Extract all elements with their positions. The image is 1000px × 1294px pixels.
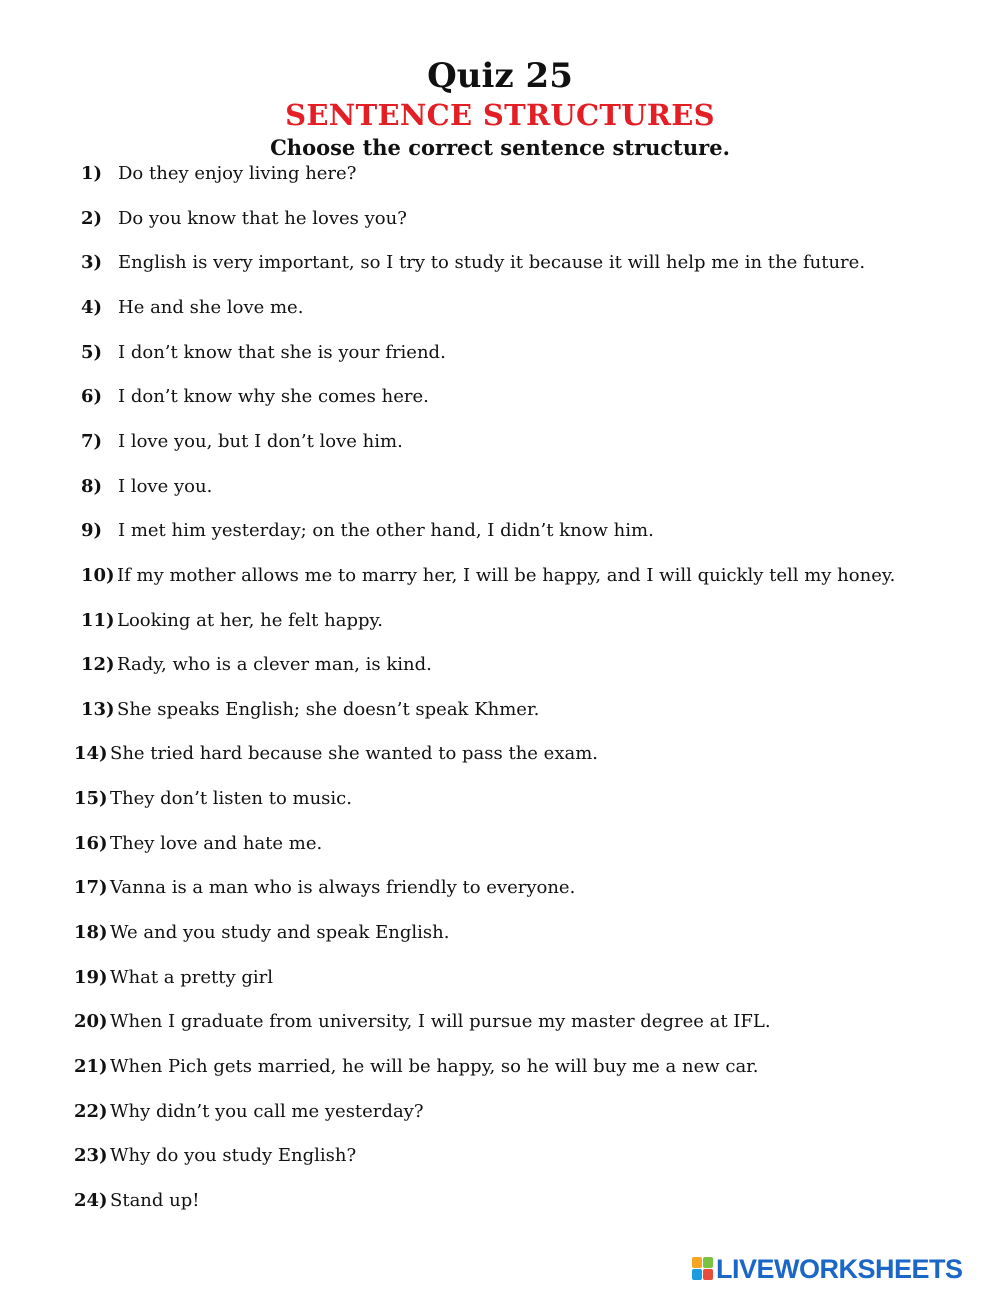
question-text: Rady, who is a clever man, is kind. [117,654,432,675]
question-text: What a pretty girl [110,967,274,988]
question-number: 21) [74,1056,108,1077]
question-number: 12) [81,654,115,675]
question-text: Why do you study English? [110,1145,357,1166]
question-number: 17) [74,877,108,898]
question-number: 20) [74,1011,108,1032]
question-number: 6) [81,386,103,407]
question-text: Do you know that he loves you? [118,208,407,229]
question-text: If my mother allows me to marry her, I will be happy, and I will quickly tell my honey. [117,565,896,586]
question-number: 10) [81,565,115,586]
question-number: 22) [74,1101,108,1122]
question-text: When I graduate from university, I will pursue my master degree at IFL. [110,1011,771,1032]
question-text: They love and hate me. [110,833,323,854]
quiz-title: Quiz 25 [427,56,573,96]
question-number: 5) [81,342,103,363]
question-text: I love you, but I don’t love him. [118,431,403,452]
question-number: 19) [74,967,108,988]
question-number: 3) [81,252,103,273]
question-number: 11) [81,610,115,631]
liveworksheets-logo-icon [692,1257,714,1281]
question-text: English is very important, so I try to study it because it will help me in the future. [118,252,866,273]
question-text: I don’t know why she comes here. [118,386,429,407]
question-text: He and she love me. [118,297,304,318]
question-text: She speaks English; she doesn’t speak Khmer. [117,699,540,720]
question-number: 7) [81,431,103,452]
question-text: Why didn’t you call me yesterday? [110,1101,424,1122]
question-text: Vanna is a man who is always friendly to everyone. [110,877,576,898]
question-number: 16) [74,833,108,854]
question-text: They don’t listen to music. [110,788,352,809]
logo-text: LIVEWORKSHEETS [716,1253,963,1284]
question-number: 9) [81,520,103,541]
question-text: When Pich gets married, he will be happy, so he will buy me a new car. [110,1056,759,1077]
question-number: 1) [81,163,103,184]
question-text: She tried hard because she wanted to pass the exam. [110,743,598,764]
question-number: 13) [81,699,115,720]
question-text: We and you study and speak English. [110,922,450,943]
liveworksheets-logo [692,1254,963,1284]
question-text: I met him yesterday; on the other hand, I didn’t know him. [118,520,654,541]
question-number: 24) [74,1190,108,1211]
question-number: 8) [81,476,103,497]
quiz-instruction: Choose the correct sentence structure. [270,135,730,160]
question-text: Looking at her, he felt happy. [117,610,383,631]
question-text: Stand up! [110,1190,200,1211]
question-number: 23) [74,1145,108,1166]
question-number: 2) [81,208,103,229]
question-text: I don’t know that she is your friend. [118,342,446,363]
question-number: 4) [81,297,103,318]
question-number: 14) [74,743,108,764]
question-number: 18) [74,922,108,943]
question-text: I love you. [118,476,213,497]
question-text: Do they enjoy living here? [118,163,357,184]
question-number: 15) [74,788,108,809]
quiz-subtitle: SENTENCE STRUCTURES [285,98,715,132]
